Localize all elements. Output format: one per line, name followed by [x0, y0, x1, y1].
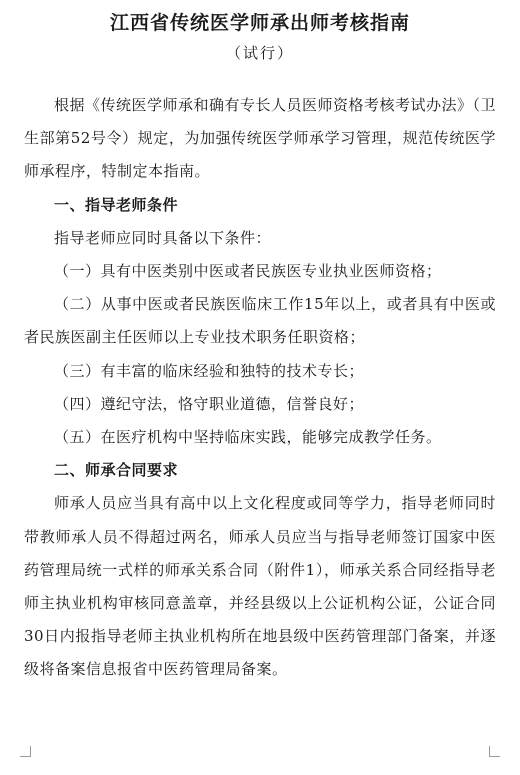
document-body [24, 89, 496, 687]
margin-corner-mark-left [20, 746, 31, 757]
condition-item-1: （一）具有中医类别中医或者民族医专业执业医师资格； [54, 262, 442, 281]
section-heading-mentor-conditions: 一、指导老师条件 [54, 195, 179, 214]
condition-item-5: （五）在医疗机构中坚持临床实践，能够完成教学任务。 [54, 428, 442, 447]
margin-corner-mark-right [489, 746, 500, 757]
conditions-lead-paragraph: 指导老师应同时具备以下条件： [54, 228, 272, 247]
document-subtitle: （试行） [225, 44, 294, 62]
section-heading-contract-requirements: 二、师承合同要求 [54, 461, 179, 480]
condition-item-2: （二）从事中医或者民族医临床工作15年以上，或者具有中医或者民族医副主任医师以上专业技术职务任职资格； [24, 295, 496, 347]
contract-paragraph: 师承人员应当具有高中以上文化程度或同等学力，指导老师同时带教师承人员不得超过两名，师承人员应当与指导老师签订国家中医药管理局统一式样的师承关系合同（附件1），师承关系合同经指导老师主执业机构审核同意盖章，并经县级以上公证机构公证，公证合同30日内报指导老师主执业机构所在地县级中医药管理部门备案，并逐级将备案信息报省中医药管理局备案。 [24, 494, 496, 679]
condition-item-4: （四）遵纪守法，恪守职业道德，信誉良好； [54, 394, 365, 413]
document-title: 江西省传统医学师承出师考核指南 [109, 12, 410, 34]
condition-item-3: （三）有丰富的临床经验和独特的技术专长； [54, 361, 365, 380]
intro-paragraph: 根据《传统医学师承和确有专长人员医师资格考核考试办法》（卫生部第52号令）规定，为加强传统医学师承学习管理，规范传统医学师承程序，特制定本指南。 [24, 96, 497, 181]
